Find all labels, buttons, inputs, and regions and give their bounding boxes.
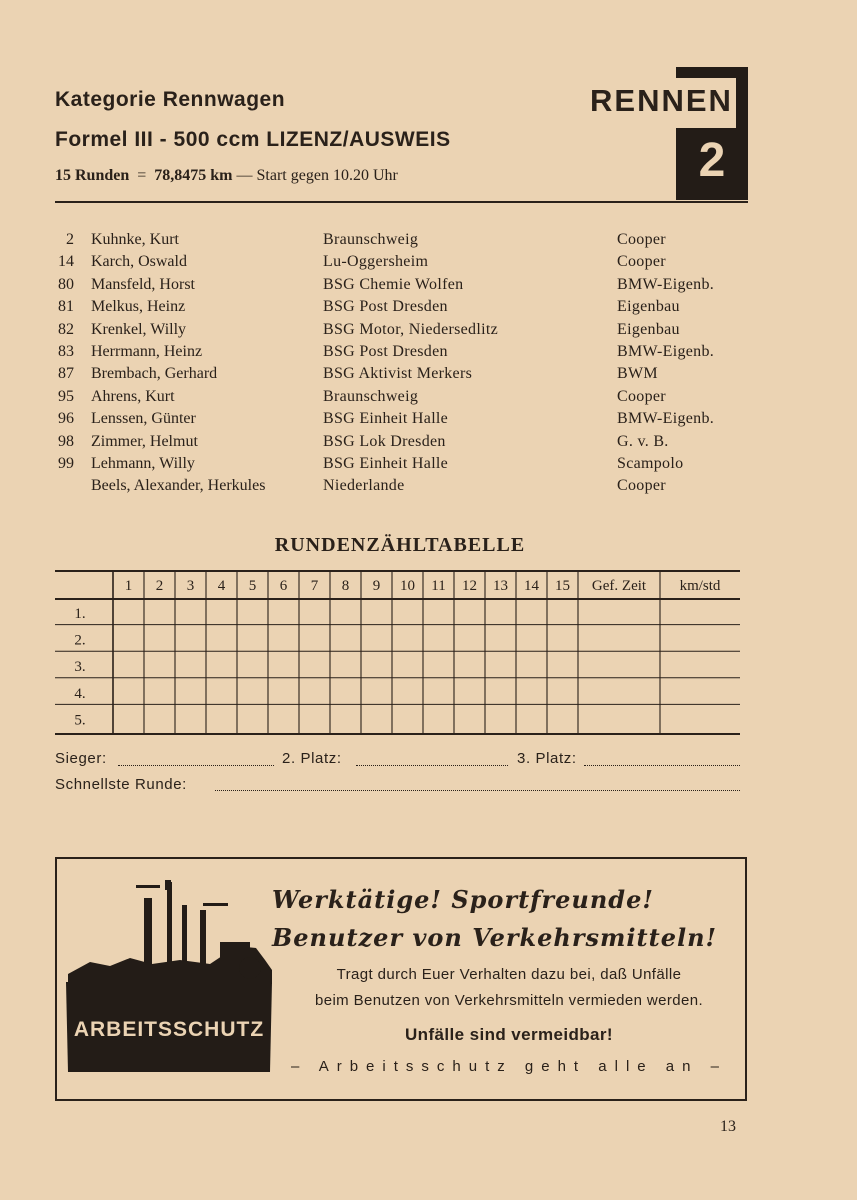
lap-entry-cell[interactable] — [455, 679, 484, 704]
category-title: Kategorie Rennwagen — [55, 88, 286, 111]
driver-club: BSG Lok Dresden — [323, 432, 446, 450]
driver-club: Braunschweig — [323, 387, 419, 405]
placing-row-label: 3. — [74, 659, 86, 676]
lap-entry-cell[interactable] — [114, 705, 143, 730]
lap-entry-cell[interactable] — [269, 705, 298, 730]
lap-entry-cell[interactable] — [207, 679, 236, 704]
lap-entry-cell[interactable] — [114, 652, 143, 677]
lap-entry-cell[interactable] — [548, 652, 577, 677]
lap-column-header: 6 — [279, 578, 288, 594]
entry-number: 83 — [58, 342, 74, 360]
lap-entry-cell[interactable] — [661, 652, 739, 677]
driver-club: Braunschweig — [323, 231, 419, 248]
car-make: BMW-Eigenb. — [617, 410, 715, 428]
lap-entry-cell[interactable] — [548, 599, 577, 624]
lap-entry-cell[interactable] — [424, 626, 453, 651]
lap-entry-cell[interactable] — [393, 599, 422, 624]
second-place-field[interactable] — [356, 765, 508, 766]
lap-entry-cell[interactable] — [331, 652, 360, 677]
lap-entry-cell[interactable] — [362, 705, 391, 730]
entry-number: 82 — [58, 320, 74, 338]
lap-entry-cell[interactable] — [176, 679, 205, 704]
lap-entry-cell[interactable] — [145, 626, 174, 651]
lap-column-header: 7 — [310, 578, 319, 594]
lap-entry-cell[interactable] — [424, 679, 453, 704]
ad-body-emphasis: Unfälle sind vermeidbar! — [405, 1025, 613, 1044]
lap-entry-cell[interactable] — [269, 679, 298, 704]
lap-entry-cell[interactable] — [579, 626, 659, 651]
lap-column-header: 11 — [431, 578, 446, 594]
lap-entry-cell[interactable] — [207, 652, 236, 677]
car-make: Cooper — [617, 477, 666, 495]
lap-entry-cell[interactable] — [486, 652, 515, 677]
laps-count: 15 Runden — [55, 167, 130, 184]
third-place-field[interactable] — [584, 765, 740, 766]
lap-entry-cell[interactable] — [300, 679, 329, 704]
driver-name: Krenkel, Willy — [91, 320, 187, 338]
lap-entry-cell[interactable] — [579, 679, 659, 704]
driver-name: Zimmer, Helmut — [91, 432, 198, 450]
lap-entry-cell[interactable] — [455, 626, 484, 651]
driver-name: Karch, Oswald — [91, 253, 187, 271]
entry-number: 95 — [58, 387, 74, 405]
entry-number: 14 — [58, 253, 74, 271]
car-make: Eigenbau — [617, 298, 680, 316]
driver-name: Mansfeld, Horst — [91, 275, 195, 293]
lap-entry-cell[interactable] — [176, 626, 205, 651]
driver-club: BSG Motor, Niedersedlitz — [323, 320, 498, 338]
driver-name: Kuhnke, Kurt — [91, 231, 179, 248]
lap-entry-cell[interactable] — [393, 652, 422, 677]
driver-club: BSG Einheit Halle — [323, 410, 449, 428]
driver-name: Beels, Alexander, Herkules — [91, 477, 266, 495]
lap-entry-cell[interactable] — [579, 652, 659, 677]
driver-name: Lenssen, Günter — [91, 410, 196, 428]
lap-entry-cell[interactable] — [114, 626, 143, 651]
lap-entry-cell[interactable] — [331, 626, 360, 651]
lap-entry-cell[interactable] — [661, 626, 739, 651]
ad-headline-workers: Werktätige! Sportfreunde! — [272, 885, 654, 914]
lap-entry-cell[interactable] — [238, 626, 267, 651]
race-number: 2 — [698, 134, 726, 187]
ad-body-line1: Tragt durch Euer Verhalten dazu bei, daß Unfälle — [336, 966, 682, 983]
lap-entry-cell[interactable] — [455, 599, 484, 624]
lap-entry-cell[interactable] — [238, 652, 267, 677]
lap-entry-cell[interactable] — [176, 652, 205, 677]
race-word: RENNEN — [590, 83, 733, 118]
lap-entry-cell[interactable] — [300, 705, 329, 730]
placing-row-label: 4. — [74, 685, 86, 702]
fastest-lap-label: Schnellste Runde: — [55, 776, 187, 793]
lap-entry-cell[interactable] — [362, 626, 391, 651]
entry-number: 99 — [58, 454, 74, 472]
lap-entry-cell[interactable] — [661, 599, 739, 624]
lap-entry-cell[interactable] — [176, 705, 205, 730]
driver-club: Lu-Oggersheim — [323, 253, 429, 271]
lap-entry-cell[interactable] — [517, 626, 546, 651]
lap-entry-cell[interactable] — [486, 679, 515, 704]
third-place-label: 3. Platz: — [517, 750, 577, 767]
lap-entry-cell[interactable] — [517, 599, 546, 624]
lap-entry-cell[interactable] — [145, 652, 174, 677]
lap-entry-cell[interactable] — [455, 705, 484, 730]
placing-row-label: 5. — [74, 712, 86, 729]
driver-club: BSG Einheit Halle — [323, 454, 449, 472]
start-time: — Start gegen 10.20 Uhr — [236, 167, 398, 184]
lap-entry-cell[interactable] — [238, 705, 267, 730]
lap-entry-cell[interactable] — [517, 705, 546, 730]
lap-column-header: 12 — [462, 578, 477, 594]
second-place-label: 2. Platz: — [282, 750, 342, 767]
lap-entry-cell[interactable] — [207, 626, 236, 651]
entry-number: 2 — [66, 231, 74, 248]
lap-entry-cell[interactable] — [393, 679, 422, 704]
class-title: Formel III - 500 ccm LIZENZ/AUSWEIS — [55, 128, 451, 151]
driver-name: Ahrens, Kurt — [91, 387, 175, 405]
lap-entry-cell[interactable] — [238, 599, 267, 624]
ad-slogan: – Arbeitsschutz geht alle an – — [291, 1058, 727, 1075]
factory-illustration — [60, 870, 275, 1080]
lap-entry-cell[interactable] — [661, 679, 739, 704]
entry-number: 96 — [58, 410, 74, 428]
lap-entry-cell[interactable] — [548, 705, 577, 730]
lap-entry-cell[interactable] — [486, 599, 515, 624]
car-make: Scampolo — [617, 454, 684, 472]
lap-column-header: 8 — [341, 578, 350, 594]
lap-entry-cell[interactable] — [393, 626, 422, 651]
entry-number: 98 — [58, 432, 74, 450]
driver-name: Brembach, Gerhard — [91, 365, 218, 383]
lap-entry-cell[interactable] — [362, 679, 391, 704]
lap-entry-cell[interactable] — [145, 679, 174, 704]
lap-entry-cell[interactable] — [548, 679, 577, 704]
lap-entry-cell[interactable] — [548, 626, 577, 651]
lap-entry-cell[interactable] — [424, 705, 453, 730]
lap-entry-cell[interactable] — [579, 599, 659, 624]
lap-entry-cell[interactable] — [269, 652, 298, 677]
car-make: BMW-Eigenb. — [617, 342, 715, 360]
lap-entry-cell[interactable] — [486, 626, 515, 651]
lap-entry-cell[interactable] — [300, 652, 329, 677]
lap-column-header: 2 — [155, 578, 164, 594]
lap-entry-cell[interactable] — [424, 599, 453, 624]
lap-entry-cell[interactable] — [207, 599, 236, 624]
ad-body-line2: beim Benutzen von Verkehrsmitteln vermieden werden. — [314, 992, 704, 1009]
placing-row-label: 2. — [74, 632, 86, 649]
car-make: Cooper — [617, 231, 666, 248]
lap-entry-cell[interactable] — [517, 652, 546, 677]
lap-entry-cell[interactable] — [579, 705, 659, 730]
lap-column-header: 10 — [400, 578, 415, 594]
lap-entry-cell[interactable] — [114, 679, 143, 704]
lap-column-header: 4 — [217, 578, 226, 594]
driver-name: Lehmann, Willy — [91, 454, 195, 472]
lap-entry-cell[interactable] — [424, 652, 453, 677]
lap-entry-cell[interactable] — [331, 599, 360, 624]
placing-row-label: 1. — [74, 606, 86, 622]
entry-number: 80 — [58, 275, 74, 293]
entry-number: 87 — [58, 365, 74, 383]
laps-equals: = — [137, 167, 147, 184]
car-make: Eigenbau — [617, 320, 680, 338]
lap-entry-cell[interactable] — [269, 599, 298, 624]
car-make: Cooper — [617, 387, 666, 405]
lap-entry-cell[interactable] — [300, 599, 329, 624]
car-make: Cooper — [617, 253, 666, 271]
lap-entry-cell[interactable] — [331, 705, 360, 730]
fastest-lap-field[interactable] — [215, 790, 740, 791]
driver-name: Melkus, Heinz — [91, 298, 186, 316]
lap-entry-cell[interactable] — [207, 705, 236, 730]
car-make: BWM — [617, 365, 658, 383]
driver-club: BSG Chemie Wolfen — [323, 275, 464, 293]
lap-entry-cell[interactable] — [331, 679, 360, 704]
ad-headline-passengers: Benutzer von Verkehrsmitteln! — [272, 923, 718, 952]
entry-number: 81 — [58, 298, 74, 316]
driver-name: Herrmann, Heinz — [91, 342, 203, 360]
winner-label: Sieger: — [55, 750, 107, 767]
lap-column-header: km/std — [679, 578, 721, 594]
lap-entry-cell[interactable] — [661, 705, 739, 730]
lap-column-header: 9 — [372, 578, 381, 594]
lap-column-header: 15 — [555, 578, 570, 594]
lap-entry-cell[interactable] — [517, 679, 546, 704]
car-make: G. v. B. — [617, 432, 669, 450]
driver-club: BSG Post Dresden — [323, 342, 448, 360]
lap-column-header: 14 — [524, 578, 539, 594]
lap-entry-cell[interactable] — [269, 626, 298, 651]
lap-entry-cell[interactable] — [362, 652, 391, 677]
lap-column-header: 5 — [248, 578, 257, 594]
car-make: BMW-Eigenb. — [617, 275, 715, 293]
lap-entry-cell[interactable] — [114, 599, 143, 624]
driver-club: Niederlande — [323, 477, 405, 495]
lap-entry-cell[interactable] — [176, 599, 205, 624]
lap-table-title: RUNDENZÄHLTABELLE — [274, 534, 526, 556]
page-number: 13 — [720, 1118, 736, 1135]
lap-entry-cell[interactable] — [145, 705, 174, 730]
lap-column-header: Gef. Zeit — [591, 578, 647, 594]
lap-entry-cell[interactable] — [238, 679, 267, 704]
lap-entry-cell[interactable] — [486, 705, 515, 730]
driver-club: BSG Aktivist Merkers — [323, 365, 473, 383]
lap-entry-cell[interactable] — [300, 626, 329, 651]
lap-entry-cell[interactable] — [362, 599, 391, 624]
safety-badge-text: ARBEITSSCHUTZ — [73, 1018, 265, 1041]
lap-column-header: 13 — [493, 578, 508, 594]
driver-club: BSG Post Dresden — [323, 298, 448, 316]
lap-entry-cell[interactable] — [145, 599, 174, 624]
winner-field[interactable] — [118, 765, 274, 766]
lap-entry-cell[interactable] — [455, 652, 484, 677]
lap-column-header: 3 — [186, 578, 195, 594]
lap-entry-cell[interactable] — [393, 705, 422, 730]
race-distance: 78,8475 km — [154, 167, 233, 184]
lap-column-header: 1 — [124, 578, 133, 594]
